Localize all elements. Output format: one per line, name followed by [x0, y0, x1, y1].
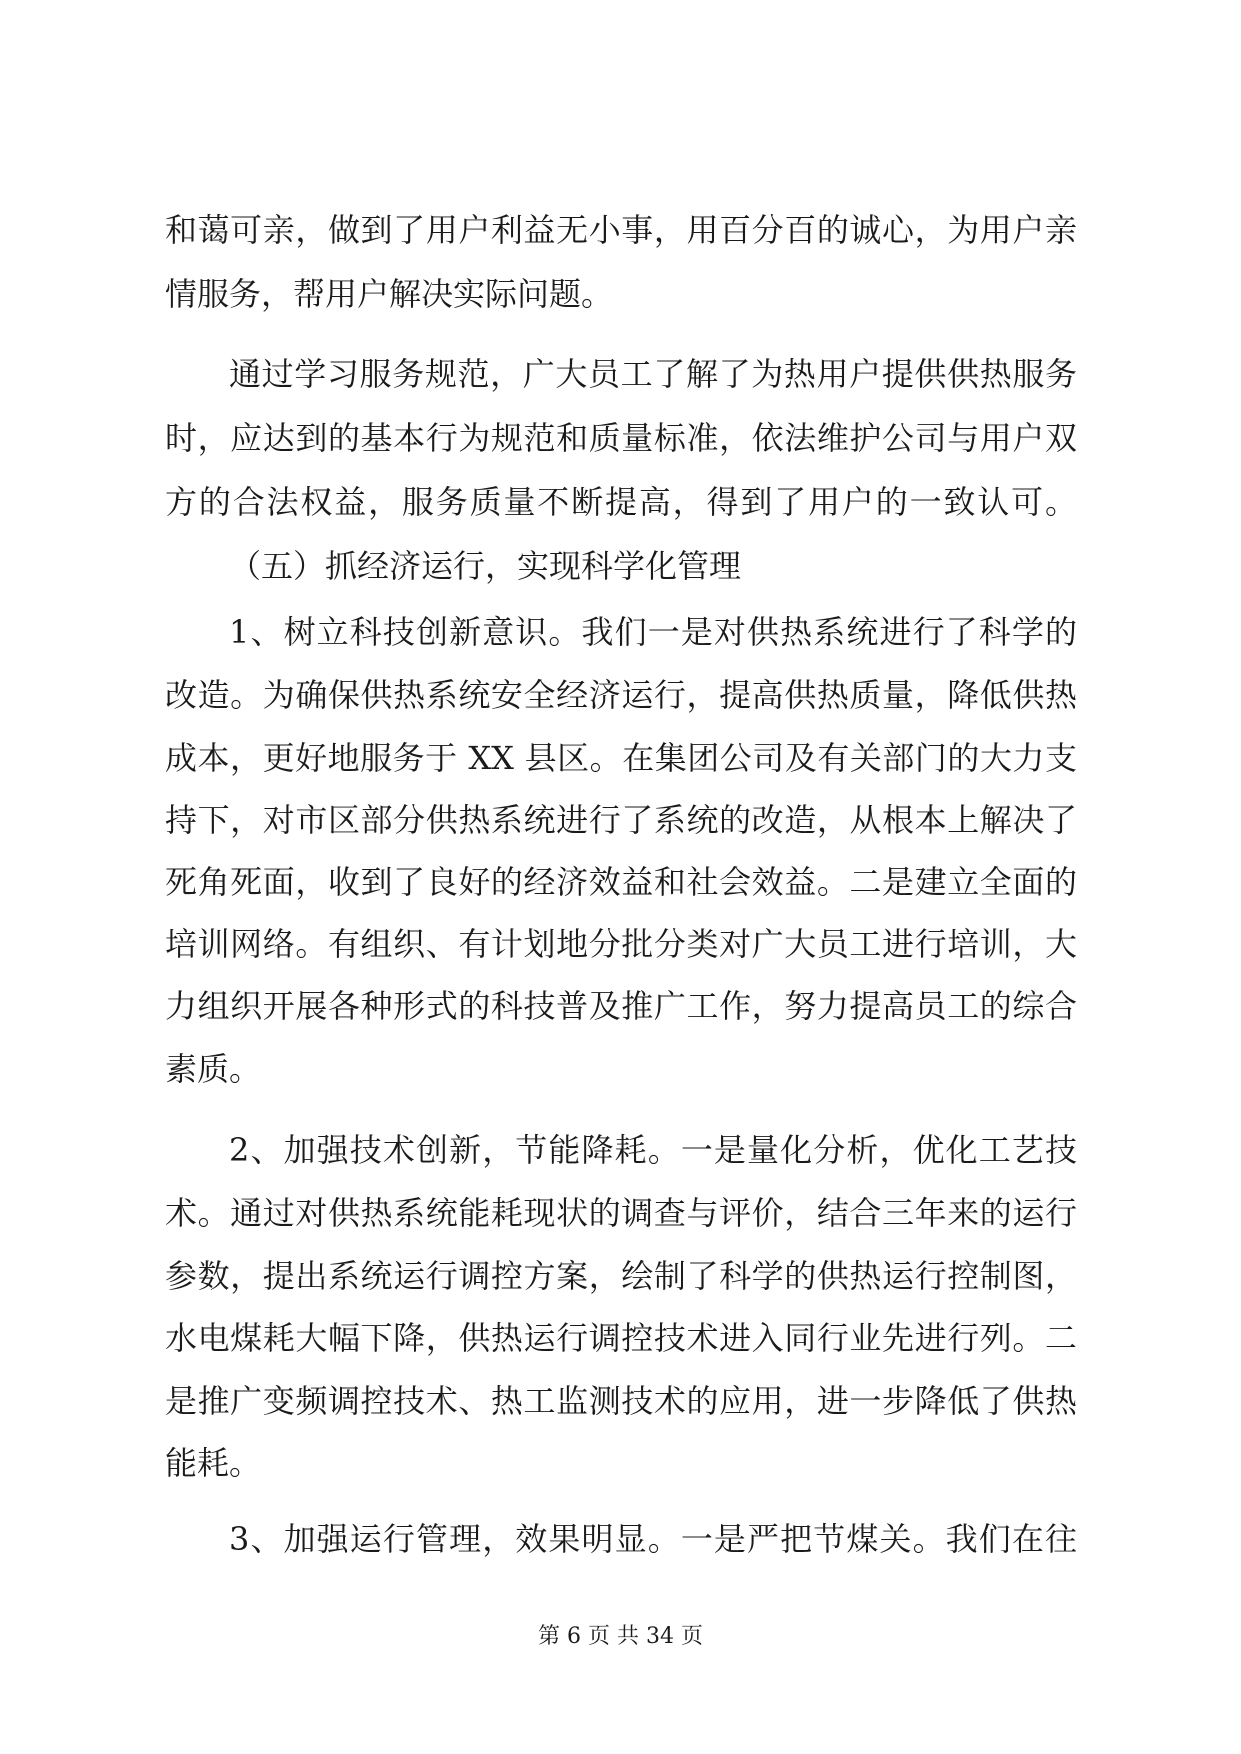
- text-line: 素质。: [165, 1050, 262, 1088]
- text-line: 力组织开展各种形式的科技普及推广工作，努力提高员工的综合: [165, 987, 1077, 1025]
- text-line: 持下，对市区部分供热系统进行了系统的改造，从根本上解决了: [165, 801, 1077, 839]
- page-footer: 第 6 页 共 34 页: [538, 1624, 703, 1649]
- text-line: 2、加强技术创新，节能降耗。一是量化分析，优化工艺技: [229, 1131, 1077, 1169]
- section-heading: （五）抓经济运行，实现科学化管理: [229, 547, 742, 585]
- text-line: 和蔼可亲，做到了用户利益无小事，用百分百的诚心，为用户亲: [165, 211, 1077, 249]
- text-line: 参数，提出系统运行调控方案，绘制了科学的供热运行控制图，: [165, 1257, 1077, 1295]
- text-line: 术。通过对供热系统能耗现状的调查与评价，结合三年来的运行: [165, 1194, 1077, 1232]
- text-line: 方的合法权益，服务质量不断提高，得到了用户的一致认可。: [165, 483, 1077, 521]
- text-line: 成本，更好地服务于 XX 县区。在集团公司及有关部门的大力支: [165, 739, 1077, 777]
- text-line: 能耗。: [165, 1444, 262, 1482]
- text-line: 通过学习服务规范，广大员工了解了为热用户提供供热服务: [229, 355, 1077, 393]
- text-line: 死角死面，收到了良好的经济效益和社会效益。二是建立全面的: [165, 863, 1077, 901]
- text-line: 培训网络。有组织、有计划地分批分类对广大员工进行培训，大: [165, 925, 1077, 963]
- text-line: 改造。为确保供热系统安全经济运行，提高供热质量，降低供热: [165, 676, 1077, 714]
- text-line: 水电煤耗大幅下降，供热运行调控技术进入同行业先进行列。二: [165, 1319, 1077, 1357]
- text-line: 时，应达到的基本行为规范和质量标准，依法维护公司与用户双: [165, 419, 1077, 457]
- text-line: 1、树立科技创新意识。我们一是对供热系统进行了科学的: [229, 613, 1077, 651]
- text-line: 是推广变频调控技术、热工监测技术的应用，进一步降低了供热: [165, 1382, 1077, 1420]
- text-line: 3、加强运行管理，效果明显。一是严把节煤关。我们在往: [229, 1520, 1077, 1558]
- text-line: 情服务，帮用户解决实际问题。: [165, 275, 614, 313]
